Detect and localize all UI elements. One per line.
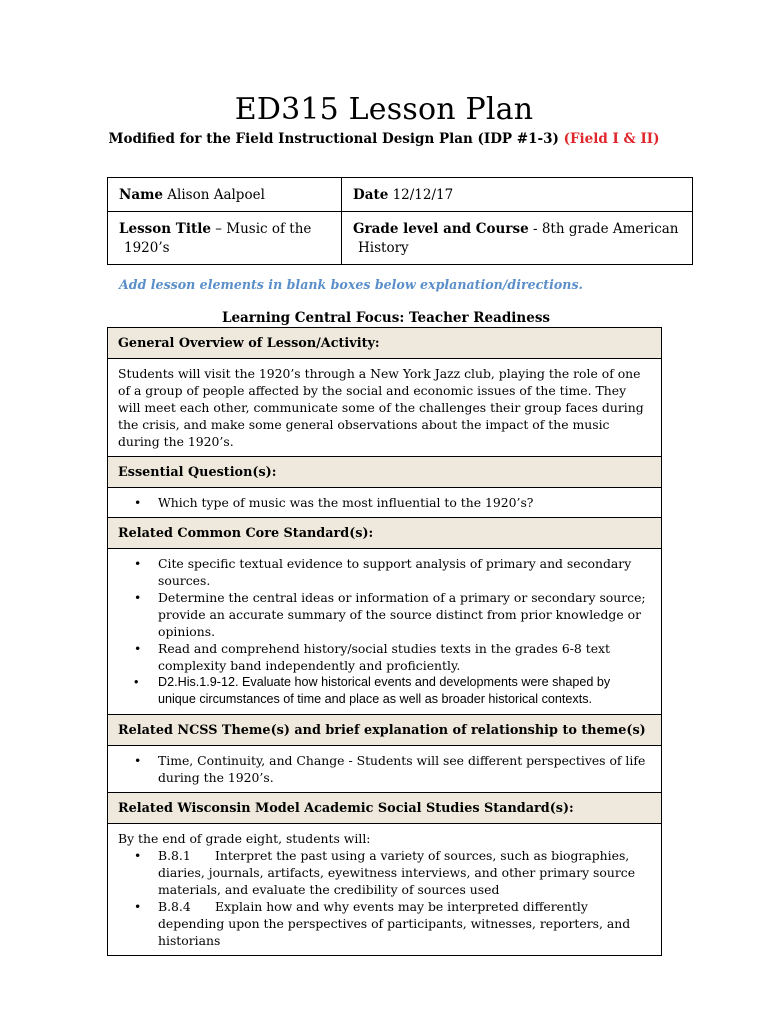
name-cell — [108, 178, 342, 212]
common-core-list — [118, 555, 651, 708]
date-cell — [342, 178, 693, 212]
list-item: • Read and comprehend history/social studies texts in the grades 6-8 text complexity band independently and proficiently. — [158, 640, 651, 674]
wisconsin-intro: By the end of grade eight, students will: — [118, 831, 371, 846]
date-label: Date — [353, 187, 389, 203]
essential-question-body — [108, 488, 662, 518]
lesson-title-cell — [108, 212, 342, 265]
wisconsin-header: Related Wisconsin Model Academic Social Studies Standard(s): — [108, 793, 662, 824]
ncss-body — [108, 746, 662, 793]
page-title: ED315 Lesson Plan — [234, 92, 534, 127]
grade-cell — [342, 212, 693, 265]
standard-text: Interpret the past using a variety of sources, such as biographies, diaries, journals, artifacts, eyewitness interviews, and other primary source materials, and evaluate the credibility of sources used — [158, 848, 636, 897]
wisconsin-body — [108, 824, 662, 956]
date-value: 12/12/17 — [392, 187, 454, 203]
list-item: • Cite specific textual evidence to support analysis of primary and secondary sources. — [158, 555, 651, 589]
ncss-header: Related NCSS Theme(s) and brief explanation of relationship to theme(s) — [108, 715, 662, 746]
grade-label: Grade level and Course — [353, 221, 529, 237]
list-item: • Which type of music was the most influential to the 1920’s? — [158, 494, 651, 511]
lesson-info-table — [107, 177, 693, 265]
section-heading: Learning Central Focus: Teacher Readiness — [221, 310, 551, 326]
essential-question-list — [118, 494, 651, 511]
lesson-title-value: – Music of the — [210, 221, 312, 237]
subtitle-highlight: (Field I & II) — [563, 131, 660, 147]
name-label: Name — [119, 187, 163, 203]
subtitle-main: Modified for the Field Instructional Design Plan (IDP #1-3) — [108, 131, 564, 147]
ncss-list — [118, 752, 651, 786]
list-item: • Determine the central ideas or information of a primary or secondary source; provide an accurate summary of the source distinct from prior knowledge or opinions. — [158, 589, 651, 640]
grade-value-cont: History — [358, 240, 409, 256]
common-core-body — [108, 549, 662, 715]
standard-code: B.8.1 — [158, 848, 191, 863]
essential-question-header: Essential Question(s): — [108, 457, 662, 488]
lesson-title-value-cont: 1920’s — [124, 240, 170, 256]
list-item — [158, 847, 651, 898]
wisconsin-list — [118, 847, 651, 949]
overview-text: Students will visit the 1920’s through a New York Jazz club, playing the role of one of a group of people affected by the social and economic issues of the time. They will meet each other, communicate some of the challenges their group faces during the crisis, and make some general observations about the impact of the music during the 1920’s. — [118, 366, 644, 449]
grade-value: - 8th grade American — [528, 221, 679, 237]
directions-note: Add lesson elements in blank boxes below explanation/directions. — [119, 277, 583, 292]
page-subtitle — [0, 130, 768, 148]
overview-body — [108, 359, 662, 457]
info-row — [108, 178, 693, 212]
lesson-title-label: Lesson Title — [119, 221, 211, 237]
list-item — [158, 898, 651, 949]
name-value: Alison Aalpoel — [167, 187, 265, 203]
overview-header: General Overview of Lesson/Activity: — [108, 328, 662, 359]
info-row — [108, 212, 693, 265]
common-core-header: Related Common Core Standard(s): — [108, 518, 662, 549]
standard-text: Explain how and why events may be interpreted differently depending upon the perspectives of participants, witnesses, reporters, and historians — [158, 899, 631, 948]
lesson-elements-table — [107, 327, 662, 956]
list-item: • Time, Continuity, and Change - Students will see different perspectives of life during the 1920’s. — [158, 752, 651, 786]
list-item: • D2.His.1.9-12. Evaluate how historical events and developments were shaped by unique circumstances of time and place as well as broader historical contexts. — [158, 674, 651, 708]
standard-code: B.8.4 — [158, 899, 191, 914]
